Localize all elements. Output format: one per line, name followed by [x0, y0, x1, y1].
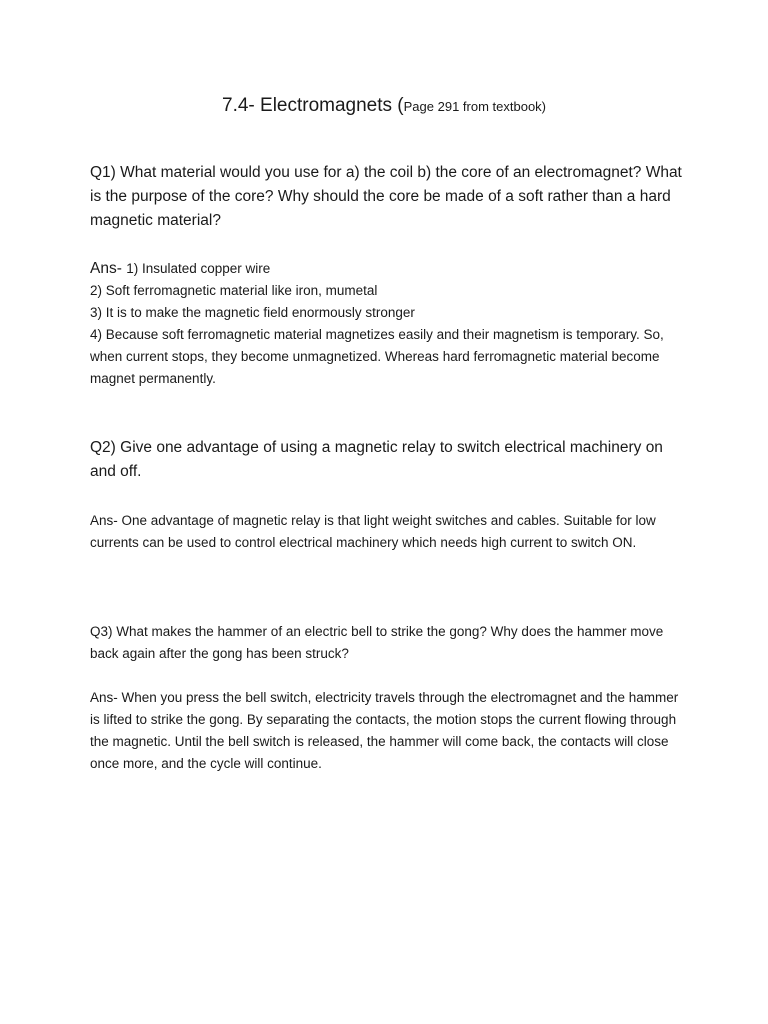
answer-1-line-4: 4) Because soft ferromagnetic material magnetizes easily and their magnetism is temporary. So, when current stops, they become unmagnetized. Whereas hard ferromagnetic material become magnet permanently. [90, 327, 664, 386]
answer-1-line-1: Ans- 1) Insulated copper wire [90, 260, 271, 277]
title-main: 7.4- Electromagnets ( [222, 95, 404, 116]
title-source: Page 291 from textbook) [403, 99, 546, 114]
page-title [0, 94, 768, 119]
question-1: Q1) What material would you use for a) the coil b) the core of an electromagnet? What is the purpose of the core? Why should the core be made of a soft rather than a hard magnetic material? [90, 164, 682, 229]
question-2: Q2) Give one advantage of using a magnetic relay to switch electrical machinery on and off. [90, 439, 663, 480]
answer-2: Ans- One advantage of magnetic relay is that light weight switches and cables. Suitable for low currents can be used to control electrical machinery which needs high current to switch ON. [90, 513, 656, 550]
answer-1-line-3: 3) It is to make the magnetic field enormously stronger [90, 305, 415, 320]
question-3: Q3) What makes the hammer of an electric bell to strike the gong? Why does the hammer move back again after the gong has been struck? [90, 624, 664, 661]
answer-1-prefix: Ans- [90, 260, 127, 277]
answer-1-line-2: 2) Soft ferromagnetic material like iron, mumetal [90, 283, 378, 298]
answer-1 [90, 258, 690, 390]
answer-3: Ans- When you press the bell switch, electricity travels through the electromagnet and the hammer is lifted to strike the gong. By separating the contacts, the motion stops the current flowing through the magnetic. Until the bell switch is released, the hammer will come back, the contacts will close once more, and the cycle will continue. [90, 690, 679, 771]
